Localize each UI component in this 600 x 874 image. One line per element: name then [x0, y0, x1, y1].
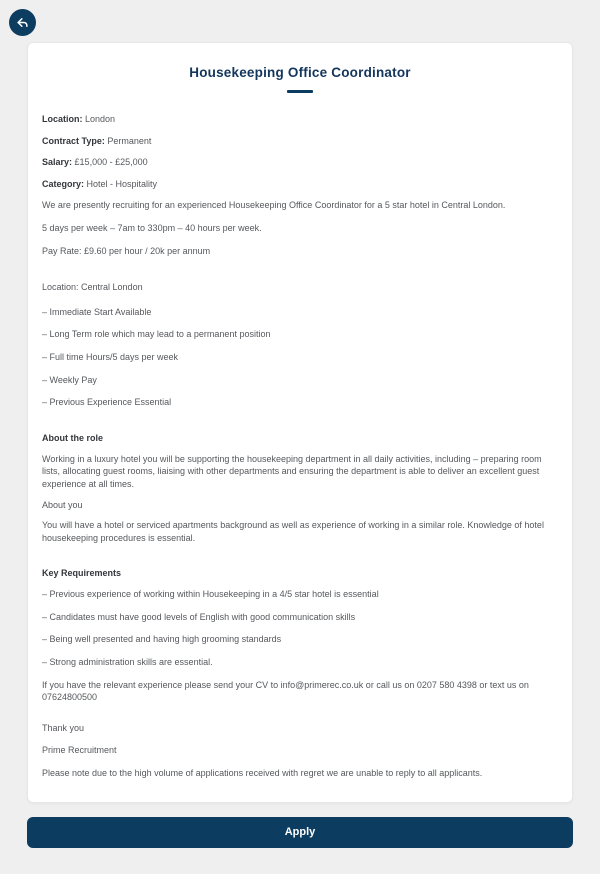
title-accent-bar: [287, 90, 313, 93]
back-button[interactable]: [9, 9, 36, 36]
page-title: Housekeeping Office Coordinator: [189, 65, 411, 80]
closing-thanks: Thank you: [42, 722, 85, 733]
job-meta-row-salary: [42, 156, 558, 169]
bullet-item: – Full time Hours/5 days per week: [42, 351, 179, 362]
meta-value: London: [85, 114, 116, 124]
intro-paragraph: We are presently recruiting for an experienced Housekeeping Office Coordinator for a 5 star hotel in Central London.: [42, 200, 506, 211]
bullet-item: – Weekly Pay: [42, 374, 97, 385]
meta-value: Hotel - Hospitality: [86, 178, 158, 189]
contact-line: If you have the relevant experience please send your CV to info@primerec.co.uk or call us on 0207 580 4398 or text us on 07624800500: [42, 679, 529, 703]
job-meta-row-contract: [42, 135, 558, 148]
bullet-item: – Previous Experience Essential: [42, 397, 172, 408]
meta-label: Salary:: [42, 157, 73, 168]
about-you-label: About you: [42, 499, 83, 510]
job-meta-row-location: [42, 113, 558, 126]
meta-label: Category:: [42, 178, 85, 189]
meta-value: £15,000 - £25,000: [74, 157, 148, 168]
closing-note: Please note due to the high volume of applications received with regret we are unable to reply to all applicants.: [42, 768, 483, 779]
job-card: [27, 42, 573, 803]
meta-value: Permanent: [107, 135, 152, 146]
requirement-item: – Previous experience of working within Housekeeping in a 4/5 star hotel is essential: [42, 589, 379, 600]
requirement-item: – Strong administration skills are essential.: [42, 657, 213, 668]
bullet-item: – Immediate Start Available: [42, 306, 152, 317]
about-role-heading: About the role: [42, 432, 103, 443]
back-arrow-icon: [15, 15, 30, 30]
pay-rate-paragraph: Pay Rate: £9.60 per hour / 20k per annum: [42, 245, 211, 256]
job-meta-row-category: [42, 178, 558, 191]
meta-label: Contract Type:: [42, 135, 105, 146]
requirement-item: – Being well presented and having high grooming standards: [42, 634, 282, 645]
key-requirements-heading: Key Requirements: [42, 568, 122, 579]
requirement-item: – Candidates must have good levels of English with good communication skills: [42, 611, 356, 622]
meta-label: Location:: [42, 114, 83, 124]
closing-company: Prime Recruitment: [42, 745, 117, 756]
apply-button[interactable]: Apply: [27, 817, 573, 848]
hours-paragraph: 5 days per week – 7am to 330pm – 40 hours per week.: [42, 222, 262, 233]
about-role-text: Working in a luxury hotel you will be supporting the housekeeping department in all daily activities, including – preparing room lists, allocating guest rooms, liaising with other departments and ensuring the department is able to deliver an excellent guest experience at all times.: [42, 453, 542, 489]
location-line: Location: Central London: [42, 282, 143, 293]
about-you-text: You will have a hotel or serviced apartments background as well as experience of working in a similar role. Knowledge of hotel housekeeping procedures is essential.: [42, 520, 544, 543]
bullet-item: – Long Term role which may lead to a permanent position: [42, 329, 271, 340]
